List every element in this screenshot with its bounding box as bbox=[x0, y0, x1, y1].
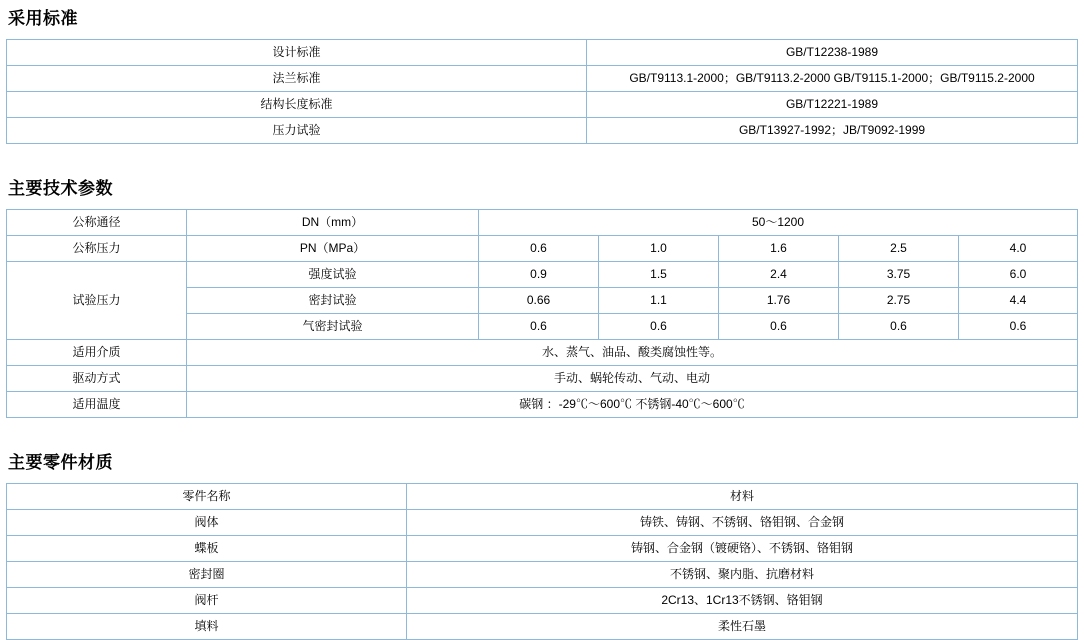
standard-label: 结构长度标准 bbox=[7, 92, 587, 118]
document-page bbox=[0, 4, 1084, 640]
section-title-materials: 主要零件材质 bbox=[8, 453, 113, 472]
material-value: 铸铁、铸钢、不锈钢、铬钼钢、合金钢 bbox=[407, 510, 1078, 536]
table-row bbox=[7, 66, 1078, 92]
standard-label: 设计标准 bbox=[7, 40, 587, 66]
standard-value: GB/T12238-1989 bbox=[587, 40, 1078, 66]
test-pressure-value: 0.6 bbox=[719, 314, 839, 340]
test-pressure-value: 0.6 bbox=[959, 314, 1078, 340]
temperature-label: 适用温度 bbox=[7, 392, 187, 418]
material-part: 密封圈 bbox=[7, 562, 407, 588]
drive-value: 手动、蜗轮传动、气动、电动 bbox=[187, 366, 1078, 392]
nominal-pressure-value: 4.0 bbox=[959, 236, 1078, 262]
nominal-pressure-label: 公称压力 bbox=[7, 236, 187, 262]
table-row bbox=[7, 210, 1078, 236]
materials-header-part: 零件名称 bbox=[7, 484, 407, 510]
nominal-pressure-value: 1.6 bbox=[719, 236, 839, 262]
table-row bbox=[7, 40, 1078, 66]
temperature-value: 碳钢 ：-29℃～600℃ 不锈钢-40℃～600℃ bbox=[187, 392, 1078, 418]
nominal-pressure-value: 0.6 bbox=[479, 236, 599, 262]
table-row bbox=[7, 366, 1078, 392]
nominal-pressure-unit: PN（MPa） bbox=[187, 236, 479, 262]
test-pressure-value: 0.6 bbox=[839, 314, 959, 340]
medium-value: 水、蒸气、油品、酸类腐蚀性等。 bbox=[187, 340, 1078, 366]
test-pressure-value: 2.75 bbox=[839, 288, 959, 314]
test-pressure-value: 0.6 bbox=[479, 314, 599, 340]
material-part: 阀杆 bbox=[7, 588, 407, 614]
material-part: 蝶板 bbox=[7, 536, 407, 562]
test-pressure-label: 试验压力 bbox=[7, 262, 187, 340]
table-row bbox=[7, 118, 1078, 144]
test-pressure-value: 2.4 bbox=[719, 262, 839, 288]
spacer bbox=[6, 144, 1078, 170]
standard-label: 法兰标准 bbox=[7, 66, 587, 92]
material-value: 2Cr13、1Cr13不锈钢、铬钼钢 bbox=[407, 588, 1078, 614]
section-title-standards: 采用标准 bbox=[8, 9, 78, 28]
table-row bbox=[7, 340, 1078, 366]
test-pressure-row-name: 气密封试验 bbox=[187, 314, 479, 340]
materials-header-material: 材料 bbox=[407, 484, 1078, 510]
table-row bbox=[7, 510, 1078, 536]
table-header-row bbox=[7, 484, 1078, 510]
parameters-table bbox=[6, 209, 1078, 418]
table-row bbox=[7, 562, 1078, 588]
materials-table bbox=[6, 483, 1078, 640]
nominal-diameter-label: 公称通径 bbox=[7, 210, 187, 236]
test-pressure-value: 3.75 bbox=[839, 262, 959, 288]
test-pressure-value: 1.76 bbox=[719, 288, 839, 314]
material-part: 填料 bbox=[7, 614, 407, 640]
test-pressure-value: 1.1 bbox=[599, 288, 719, 314]
test-pressure-value: 4.4 bbox=[959, 288, 1078, 314]
table-row bbox=[7, 92, 1078, 118]
table-row bbox=[7, 536, 1078, 562]
standard-value: GB/T9113.1-2000；GB/T9113.2-2000 GB/T9115.1-2000；GB/T9115.2-2000 bbox=[587, 66, 1078, 92]
test-pressure-value: 0.9 bbox=[479, 262, 599, 288]
test-pressure-value: 0.6 bbox=[599, 314, 719, 340]
medium-label: 适用介质 bbox=[7, 340, 187, 366]
material-value: 不锈钢、聚内脂、抗磨材料 bbox=[407, 562, 1078, 588]
test-pressure-value: 1.5 bbox=[599, 262, 719, 288]
nominal-pressure-value: 2.5 bbox=[839, 236, 959, 262]
nominal-diameter-value: 50～1200 bbox=[479, 210, 1078, 236]
standard-value: GB/T12221-1989 bbox=[587, 92, 1078, 118]
section-title-parameters: 主要技术参数 bbox=[8, 179, 113, 198]
table-row bbox=[7, 236, 1078, 262]
table-row bbox=[7, 614, 1078, 640]
test-pressure-row-name: 强度试验 bbox=[187, 262, 479, 288]
drive-label: 驱动方式 bbox=[7, 366, 187, 392]
material-part: 阀体 bbox=[7, 510, 407, 536]
standard-value: GB/T13927-1992；JB/T9092-1999 bbox=[587, 118, 1078, 144]
material-value: 铸钢、合金钢（镀硬铬）、不锈钢、铬钼钢 bbox=[407, 536, 1078, 562]
test-pressure-value: 6.0 bbox=[959, 262, 1078, 288]
test-pressure-value: 0.66 bbox=[479, 288, 599, 314]
nominal-pressure-value: 1.0 bbox=[599, 236, 719, 262]
nominal-diameter-unit: DN（mm） bbox=[187, 210, 479, 236]
test-pressure-row-name: 密封试验 bbox=[187, 288, 479, 314]
standards-table bbox=[6, 39, 1078, 144]
material-value: 柔性石墨 bbox=[407, 614, 1078, 640]
table-row bbox=[7, 262, 1078, 288]
table-row bbox=[7, 392, 1078, 418]
spacer bbox=[6, 418, 1078, 444]
standard-label: 压力试验 bbox=[7, 118, 587, 144]
